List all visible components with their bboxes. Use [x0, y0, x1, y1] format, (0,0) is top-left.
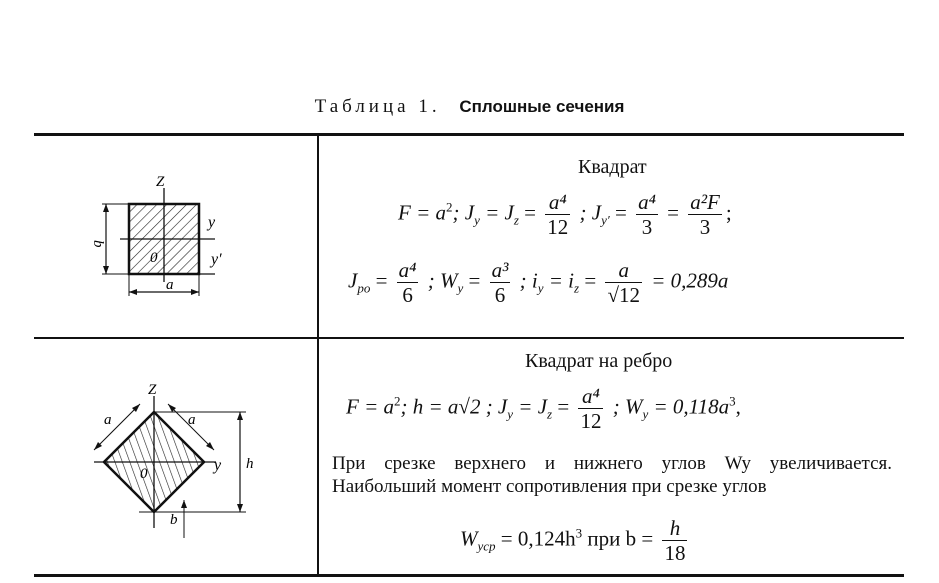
- square-section-figure: [80, 172, 240, 307]
- label-z: Z: [148, 382, 157, 398]
- column-divider-1: [317, 136, 319, 337]
- fraction: $\frac{\text{a⁴}}{12}$: [580, 384, 602, 433]
- row1-formula-2: $J_{po}$ = $\frac{\text{a⁴}}{6}$ ; $W_y$ = $\frac{\text{a³}}{6}$ ; $i_y = i_z$ = $\frac{a}{√12}$ = 0,289a: [348, 258, 729, 307]
- label-h: h: [246, 456, 254, 472]
- row-divider-rule: [34, 337, 904, 339]
- table-bottom-rule: [34, 574, 904, 577]
- fraction: $\frac{\text{a³}}{6}$: [491, 258, 509, 307]
- label-z: Z: [156, 174, 165, 190]
- table-top-rule: [34, 133, 904, 136]
- label-y: y: [208, 214, 216, 231]
- label-a-left: a: [104, 412, 112, 428]
- column-divider-2: [317, 339, 319, 574]
- table-number: Таблица 1.: [314, 96, 441, 117]
- row2-formula-2: $W_{yср} = 0,124h^3$ при b = $\frac{h}{18}$: [460, 516, 686, 565]
- label-b: b: [170, 512, 178, 528]
- label-origin: 0: [150, 250, 158, 266]
- table-caption: [0, 96, 939, 118]
- label-y-prime: y′: [211, 251, 222, 268]
- fraction: $\frac{h}{18}$: [664, 516, 686, 565]
- row2-formula-1: $F = a^2$; h = a√2 ; $J_y = J_z$ = $\frac{\text{a⁴}}{12}$ ; $W_y = 0,118a^3$,: [346, 384, 741, 433]
- label-a-right: a: [188, 412, 196, 428]
- table-title: Сплошные сечения: [459, 97, 625, 116]
- label-y: y: [214, 457, 222, 474]
- fraction: $\frac{a}{√12}$: [607, 258, 640, 307]
- label-a: a: [166, 277, 174, 293]
- fraction: $\frac{\text{a²F}}{3}$: [690, 190, 720, 239]
- label-b: b: [90, 240, 106, 248]
- row2-description: При срезке верхнего и нижнего углов Wy увеличивается. Наибольший момент сопротивления при срезке углов: [332, 453, 892, 497]
- row1-shape-name: Квадрат: [578, 156, 647, 178]
- label-origin: 0: [140, 466, 148, 482]
- diamond-section-figure: [84, 378, 269, 558]
- fraction: $\frac{\text{a⁴}}{6}$: [398, 258, 417, 307]
- row2-shape-name: Квадрат на ребро: [525, 350, 673, 372]
- fraction: $\frac{\text{a⁴}}{3}$: [638, 190, 656, 239]
- fraction: $\frac{\text{a⁴}}{12}$: [547, 190, 569, 239]
- row1-formula-1: $F = a^2$; $J_y = J_z$ = $\frac{\text{a⁴}}{12}$ ; $J_{y'}$ = $\frac{\text{a⁴}}{3}$ = $\frac{\text{a²F}}{3}$ ;: [398, 190, 732, 239]
